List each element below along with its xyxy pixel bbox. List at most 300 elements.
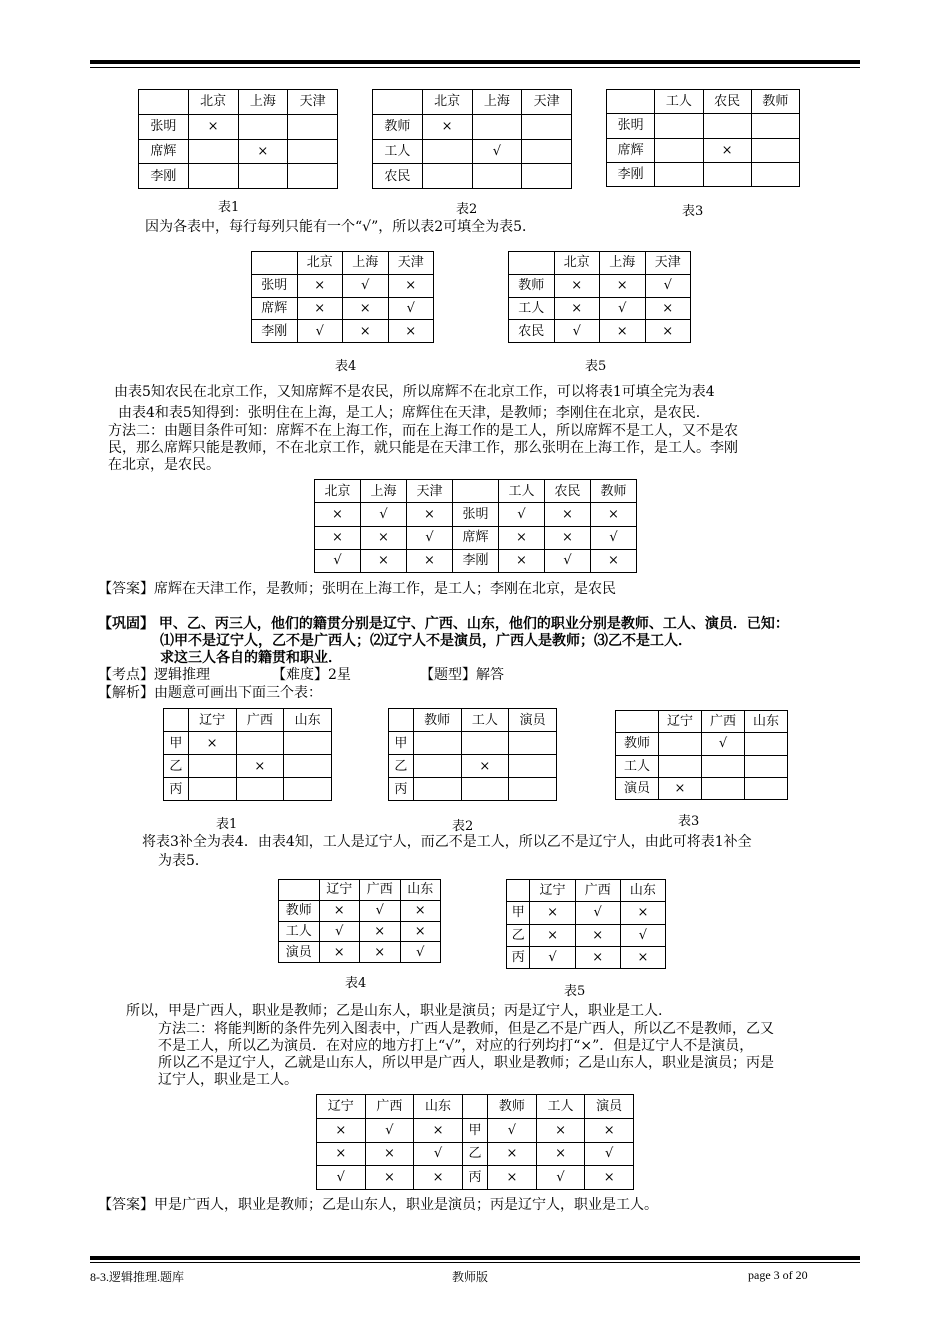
table-cell: × [188,114,238,139]
table-cell: 丙 [389,778,414,801]
table-cell: × [236,755,284,778]
table-cell: √ [499,503,545,526]
table-cell: × [422,114,472,139]
table-header-row [315,480,637,503]
table-cell: × [414,1166,463,1190]
table-row [373,164,572,189]
header-cell: 农民 [545,480,591,503]
text-line: 不是工人，所以乙为演员．在对应的地方打上“√”，对应的行列均打“×”．但是辽宁人不是演员， [158,1038,754,1054]
table-cell [659,733,702,755]
table-cell: × [343,297,389,320]
header-cell [139,90,189,115]
text-line: 由表5知农民在北京工作，又知席辉不是农民，所以席辉不在北京工作，可以将表1可填全完为表4 [114,384,715,400]
header-cell [509,252,555,275]
header-cell: 辽宁 [659,711,702,733]
table-cell: × [297,297,343,320]
table-cell: 张明 [139,114,189,139]
table-cell: √ [400,942,441,963]
table-3 [606,89,800,187]
table-header-row [509,252,691,275]
table-cell: √ [317,1166,366,1190]
table-cell: × [499,526,545,549]
table-1 [163,708,332,801]
table-cell [703,162,751,186]
table-cell: 张明 [453,503,499,526]
table-cell: × [575,924,620,946]
header-cell: 广西 [365,1095,414,1119]
table-cell: 工人 [616,755,659,777]
text-line: 所以，甲是广西人，职业是教师；乙是山东人，职业是演员；丙是辽宁人，职业是工人. [126,1003,663,1019]
table-cell [188,778,236,801]
table-row [389,778,557,801]
table-row [252,320,434,343]
table-row [164,778,332,801]
table-cell: √ [554,320,600,343]
table-cell [472,114,522,139]
text-line: 因为各表中，每行每列只能有一个“√”，所以表2可填全为表5． [145,219,537,235]
table-cell: √ [536,1166,585,1190]
kaodian-label: 【考点】逻辑推理 [98,667,210,683]
table-cell: 农民 [373,164,423,189]
header-cell: 北京 [554,252,600,275]
header-cell [279,880,320,901]
table-cell [745,777,788,799]
table-cell: × [361,526,407,549]
table-row [607,114,800,138]
table-cell: × [659,777,702,799]
table-cell [188,755,236,778]
table-cell: × [645,297,691,320]
table-row [607,138,800,162]
header-cell [453,480,499,503]
table-cell: × [585,1166,634,1190]
table-combined [314,479,637,573]
table-header-row [279,880,441,901]
table-cell: × [400,900,441,921]
table-cell [522,114,572,139]
table-cell [751,162,799,186]
table-row [315,503,637,526]
table-row [139,164,338,189]
question-text: ⑴甲不是辽宁人，乙不是广西人；⑵辽宁人不是演员，广西人是教师；⑶乙不是工人． [160,633,692,649]
table-cell [751,114,799,138]
table-cell: × [319,942,360,963]
header-cell: 广西 [575,880,620,902]
table-1 [138,89,338,189]
table-header-row [373,90,572,115]
table-cell: × [545,503,591,526]
table-cell [236,732,284,755]
table-cell [509,755,557,778]
table-cell [288,114,338,139]
table-cell: × [365,1166,414,1190]
table-row [317,1118,634,1142]
header-cell: 北京 [297,252,343,275]
header-rule-thick [90,60,860,64]
table-cell [461,732,509,755]
jiexi-label: 【解析】由题意可画出下面三个表： [98,685,322,701]
header-cell: 天津 [645,252,691,275]
text-line: 所以乙不是辽宁人，乙就是山东人，所以甲是广西人，职业是教师；乙是山东人，职业是演员；丙是 [158,1055,774,1071]
table-row [616,733,788,755]
text-line: 方法二：由题目条件可知：席辉不在上海工作，而在上海工作的是工人，所以席辉不是工人，又不是农 [108,423,738,439]
table-cell [236,778,284,801]
header-cell [373,90,423,115]
table-cell: 工人 [373,139,423,164]
table-cell: 甲 [164,732,189,755]
header-cell: 上海 [472,90,522,115]
table-cell: 甲 [462,1118,487,1142]
table-cell: 农民 [509,320,555,343]
footer-center: 教师版 [452,1270,489,1284]
table-5-caption: 表5 [585,359,607,374]
table-cell: √ [315,549,361,572]
text-line: 由表4和表5知得到：张明住在上海，是工人；席辉住在天津，是教师；李刚住在北京，是农民. [118,405,701,421]
table-3 [615,710,788,800]
table-cell: 李刚 [607,162,655,186]
table-cell: × [315,503,361,526]
footer-rule-thin [90,1262,860,1263]
table-cell: × [554,297,600,320]
table-cell: × [400,921,441,942]
table-cell [188,139,238,164]
table-row [317,1142,634,1166]
table-cell [413,732,461,755]
table-row [607,162,800,186]
header-cell [507,880,530,902]
header-rule-thin [90,67,860,68]
table-cell [655,162,703,186]
header-cell: 广西 [360,880,401,901]
table-cell: √ [361,503,407,526]
table-cell [702,777,745,799]
table-cell [238,164,288,189]
table-cell: √ [388,297,434,320]
text-line: 在北京，是农民。 [108,457,220,473]
table-header-row [317,1095,634,1119]
table-cell: 甲 [507,902,530,924]
table-row [315,549,637,572]
table-cell: × [575,946,620,968]
table-3-caption: 表3 [678,814,700,829]
table-cell: × [365,1142,414,1166]
table-cell: √ [591,526,637,549]
table-row [164,732,332,755]
text-line: 民，那么席辉只能是教师，不在北京工作，就只能是在天津工作，那么张明在上海工作，是工人。李刚 [108,440,738,456]
header-cell: 辽宁 [188,709,236,732]
header-cell: 农民 [703,90,751,114]
table-cell: 丙 [462,1166,487,1190]
table-cell [422,164,472,189]
text-line: 将表3补全为表4．由表4知，工人是辽宁人，而乙不是工人，所以乙不是辽宁人，由此可将表1补全 [142,834,752,850]
header-cell: 天津 [288,90,338,115]
table-cell: × [317,1118,366,1142]
table-cell: × [407,549,453,572]
table-cell: × [536,1142,585,1166]
tixing-label: 【题型】解答 [420,667,504,683]
table-cell [509,732,557,755]
header-cell: 北京 [315,480,361,503]
table-cell: × [703,138,751,162]
table-cell: √ [472,139,522,164]
header-cell: 天津 [388,252,434,275]
table-2-caption: 表2 [456,202,478,217]
table-cell: × [620,946,665,968]
table-cell: × [361,549,407,572]
table-2-caption: 表2 [452,819,474,834]
table-cell: √ [575,902,620,924]
table-5 [506,879,666,969]
question-text: 求这三人各自的籍贯和职业． [160,650,342,666]
table-1-caption: 表1 [218,200,240,215]
table-cell: √ [488,1118,537,1142]
table-cell: × [388,320,434,343]
header-cell: 教师 [591,480,637,503]
table-combined [316,1094,634,1190]
table-cell: × [315,526,361,549]
table-cell [745,755,788,777]
table-row [279,921,441,942]
table-cell: × [600,274,646,297]
question-text: 【巩固】 甲、乙、丙三人，他们的籍贯分别是辽宁、广西、山东，他们的职业分别是教师、工人、演员．已知： [98,616,789,632]
header-cell: 辽宁 [530,880,575,902]
header-cell: 教师 [488,1095,537,1119]
table-cell: 教师 [373,114,423,139]
table-cell [422,139,472,164]
header-cell: 辽宁 [317,1095,366,1119]
table-2 [388,708,557,801]
header-cell: 教师 [413,709,461,732]
header-cell: 工人 [536,1095,585,1119]
table-row [616,777,788,799]
table-cell: 席辉 [139,139,189,164]
table-cell [659,755,702,777]
table-row [507,946,666,968]
header-cell [616,711,659,733]
table-cell [288,164,338,189]
table-1-caption: 表1 [216,817,238,832]
table-3-caption: 表3 [682,204,704,219]
table-cell: √ [414,1142,463,1166]
header-cell: 演员 [585,1095,634,1119]
table-cell: × [499,549,545,572]
table-cell: × [554,274,600,297]
table-cell: 演员 [616,777,659,799]
table-row [389,755,557,778]
header-cell: 辽宁 [319,880,360,901]
table-cell: 席辉 [607,138,655,162]
answer-text: 【答案】席辉在天津工作，是教师；张明在上海工作，是工人；李刚在北京，是农民 [98,581,616,597]
table-row [509,320,691,343]
header-cell: 山东 [745,711,788,733]
table-cell [461,778,509,801]
text-line: 辽宁人，职业是工人。 [158,1072,298,1088]
table-cell: √ [343,274,389,297]
table-cell: 丙 [164,778,189,801]
table-cell [288,139,338,164]
header-cell: 工人 [655,90,703,114]
table-row [139,139,338,164]
table-cell: 教师 [509,274,555,297]
table-header-row [139,90,338,115]
header-cell: 教师 [751,90,799,114]
header-cell [252,252,298,275]
table-cell: × [488,1142,537,1166]
table-cell [703,114,751,138]
table-row [507,902,666,924]
table-5 [508,251,691,343]
table-cell: 席辉 [252,297,298,320]
table-cell: × [319,900,360,921]
footer-page-number: page 3 of 20 [748,1268,808,1282]
nandu-label: 【难度】2星 [272,667,351,683]
table-cell: √ [360,900,401,921]
table-cell: 张明 [252,274,298,297]
table-row [164,755,332,778]
table-cell: 乙 [462,1142,487,1166]
header-cell: 北京 [422,90,472,115]
table-cell: √ [407,526,453,549]
table-cell [284,755,332,778]
table-cell [745,733,788,755]
table-cell: × [407,503,453,526]
table-cell: √ [530,946,575,968]
table-cell: √ [702,733,745,755]
table-cell: × [585,1118,634,1142]
header-cell: 广西 [236,709,284,732]
table-cell: 演员 [279,942,320,963]
table-cell: × [530,924,575,946]
table-row [373,139,572,164]
table-row [373,114,572,139]
table-cell [522,139,572,164]
table-4 [278,879,441,963]
table-cell: × [360,921,401,942]
table-cell: × [461,755,509,778]
table-cell: × [645,320,691,343]
table-cell: √ [297,320,343,343]
header-cell: 天津 [522,90,572,115]
table-cell [522,164,572,189]
table-cell: × [317,1142,366,1166]
table-cell [472,164,522,189]
table-cell: √ [620,924,665,946]
table-cell: 教师 [279,900,320,921]
table-cell: 李刚 [453,549,499,572]
table-4 [251,251,434,343]
table-header-row [507,880,666,902]
table-cell: × [536,1118,585,1142]
table-cell [655,114,703,138]
table-cell: 张明 [607,114,655,138]
footer-rule-thick [90,1256,860,1260]
header-cell: 工人 [461,709,509,732]
header-cell [462,1095,487,1119]
table-cell: × [388,274,434,297]
table-cell: 工人 [279,921,320,942]
table-cell: √ [319,921,360,942]
table-cell: × [600,320,646,343]
table-cell [413,755,461,778]
header-cell [164,709,189,732]
table-row [389,732,557,755]
table-cell: × [360,942,401,963]
header-cell: 北京 [188,90,238,115]
table-row [509,274,691,297]
header-cell: 工人 [499,480,545,503]
table-cell: 李刚 [252,320,298,343]
table-cell: × [620,902,665,924]
table-cell [509,778,557,801]
table-cell: × [238,139,288,164]
table-cell: × [343,320,389,343]
table-cell: 丙 [507,946,530,968]
table-cell [702,755,745,777]
table-cell: 乙 [389,755,414,778]
table-header-row [252,252,434,275]
table-cell: × [188,732,236,755]
table-header-row [607,90,800,114]
table-header-row [616,711,788,733]
table-cell: × [591,549,637,572]
table-cell: √ [365,1118,414,1142]
table-cell [238,114,288,139]
text-line: 方法二：将能判断的条件先列入图表中，广西人是教师，但是乙不是广西人，所以乙不是教师，乙又 [158,1021,774,1037]
table-cell: × [297,274,343,297]
table-row [317,1166,634,1190]
table-cell [284,732,332,755]
header-cell: 上海 [600,252,646,275]
table-cell: √ [600,297,646,320]
table-cell: √ [585,1142,634,1166]
table-cell [413,778,461,801]
header-cell: 山东 [284,709,332,732]
table-5-caption: 表5 [564,984,586,999]
table-cell: 席辉 [453,526,499,549]
header-cell: 山东 [414,1095,463,1119]
table-row [279,900,441,921]
header-cell: 广西 [702,711,745,733]
table-cell: √ [545,549,591,572]
table-row [509,297,691,320]
table-row [315,526,637,549]
table-row [139,114,338,139]
table-cell: 乙 [507,924,530,946]
table-cell: 教师 [616,733,659,755]
table-row [279,942,441,963]
table-cell: 工人 [509,297,555,320]
text-line: 为表5． [158,853,209,869]
table-cell: × [545,526,591,549]
header-cell: 上海 [361,480,407,503]
table-row [616,755,788,777]
table-cell: × [488,1166,537,1190]
header-cell: 演员 [509,709,557,732]
header-cell: 山东 [620,880,665,902]
table-cell [188,164,238,189]
header-cell [607,90,655,114]
header-cell: 上海 [343,252,389,275]
footer-left: 8-3.逻辑推理.题库 [90,1270,184,1284]
table-row [507,924,666,946]
table-2 [372,89,572,189]
table-cell: × [530,902,575,924]
header-cell: 山东 [400,880,441,901]
table-cell: 乙 [164,755,189,778]
table-row [252,297,434,320]
table-row [252,274,434,297]
header-cell [389,709,414,732]
